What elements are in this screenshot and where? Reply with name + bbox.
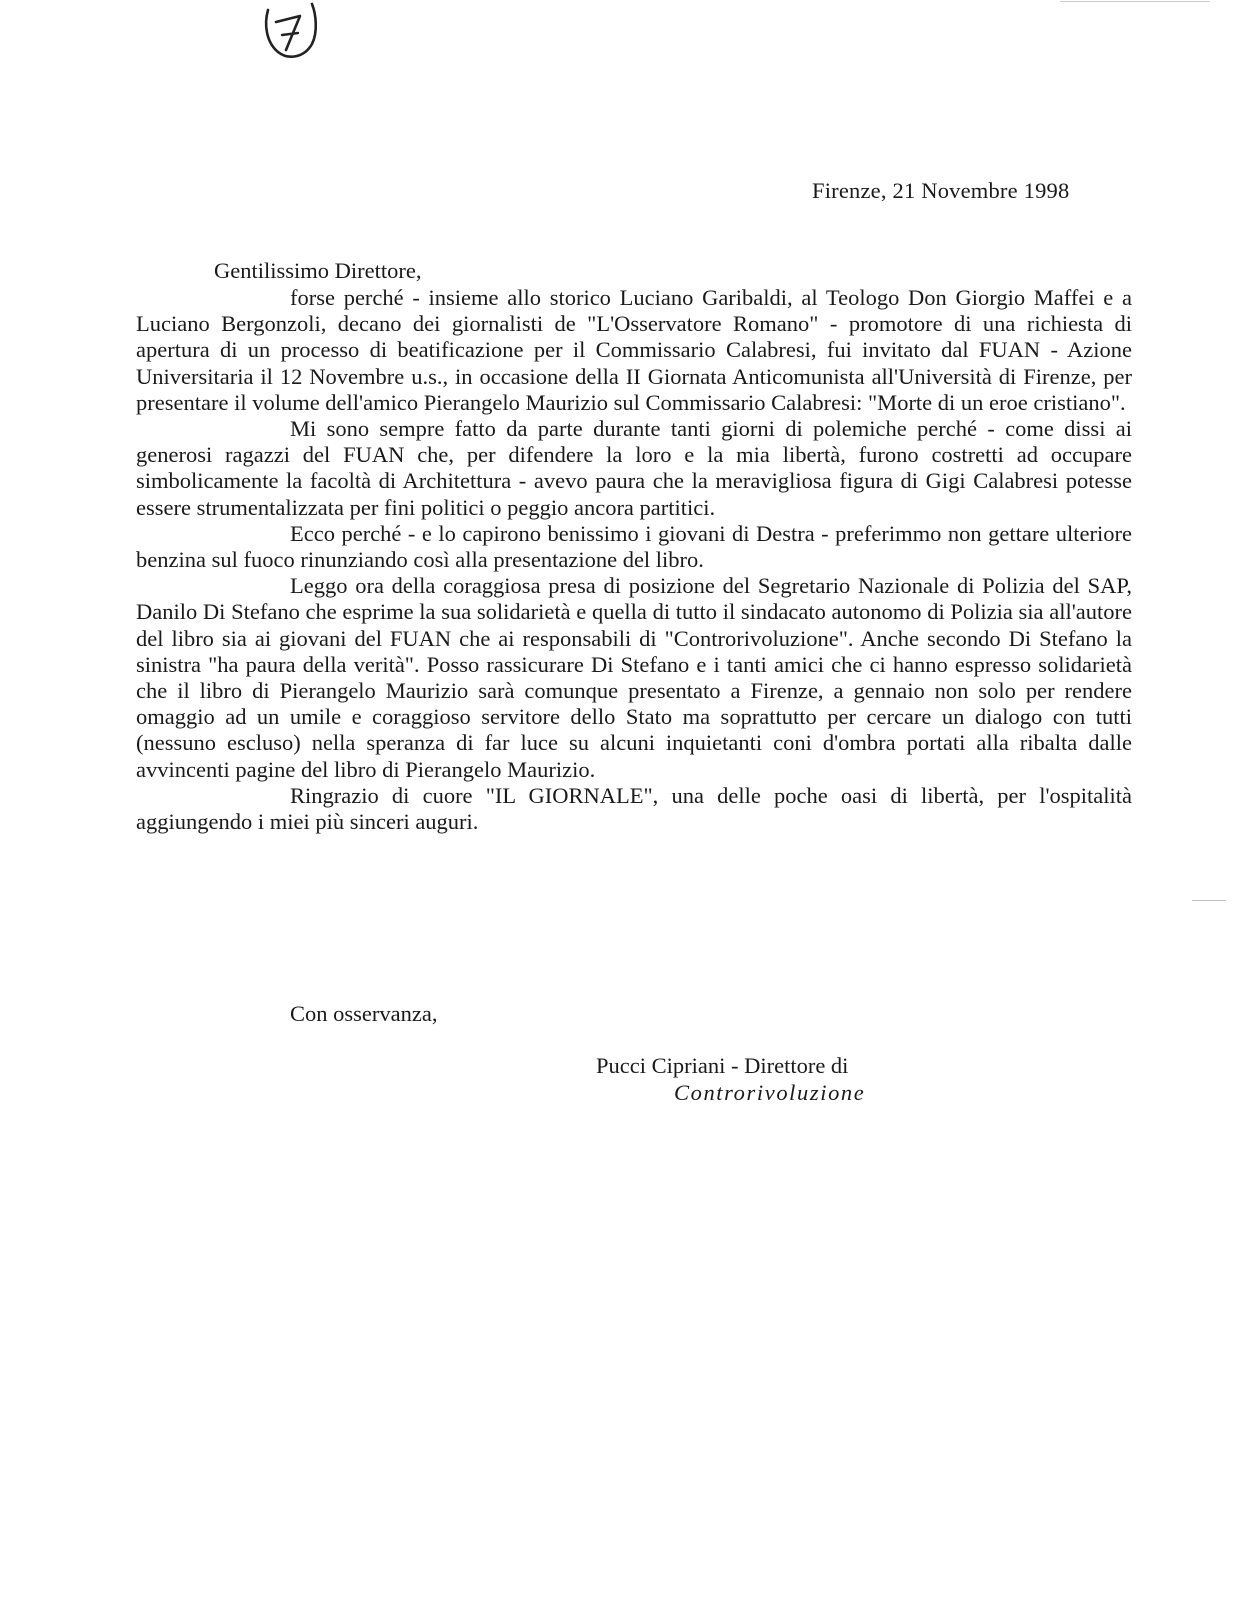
paragraph-4: Leggo ora della coraggiosa presa di posizione del Segretario Nazionale di Polizia del SAP, Danilo Di Stefano che esprime la sua solidarietà e quella di tutto il sindacato autonomo di Polizia sia all'autore del libro sia ai giovani del FUAN che ai responsabili di "Controrivoluzione". Anche secondo Di Stefano la sinistra "ha paura della verità". Posso rassicurare Di Stefano e i tanti amici che ci hanno espresso solidarietà che il libro di Pierangelo Maurizio sarà comunque presentato a Firenze, a gennaio non solo per rendere omaggio ad un umile e coraggioso servitore dello Stato ma soprattutto per cercare un dialogo con tutti (nessuno escluso) nella speranza di far luce su alcuni inquietanti coni d'ombra portati alla ribalta dalle avvincenti pagine del libro di Pierangelo Maurizio. xyxy=(136,573,1132,782)
page-mark-text: 7 xyxy=(262,2,263,3)
letter-date: Firenze, 21 Novembre 1998 xyxy=(812,178,1070,203)
letter-body xyxy=(136,285,1132,835)
paragraph-5: Ringrazio di cuore "IL GIORNALE", una delle poche oasi di libertà, per l'ospitalità aggiungendo i miei più sinceri auguri. xyxy=(136,782,1132,835)
handwritten-page-number-mark xyxy=(262,2,320,60)
scan-artifact-margin xyxy=(1192,900,1226,901)
letter-closing: Con osservanza, xyxy=(290,1001,438,1026)
scan-artifact-top xyxy=(1060,1,1210,2)
signature-publication: Controrivoluzione xyxy=(674,1080,866,1105)
signature-name: Pucci Cipriani - Direttore di xyxy=(596,1053,849,1078)
letter-salutation: Gentilissimo Direttore, xyxy=(214,258,422,283)
paragraph-2: Mi sono sempre fatto da parte durante tanti giorni di polemiche perché - come dissi ai generosi ragazzi del FUAN che, per difendere la loro e la mia libertà, furono costretti ad occupare simbolicamente la facoltà di Architettura - avevo paura che la meravigliosa figura di Gigi Calabresi potesse essere strumentalizzata per fini politici o peggio ancora partitici. xyxy=(136,416,1132,520)
paragraph-3: Ecco perché - e lo capirono benissimo i giovani di Destra - preferimmo non gettare ulteriore benzina sul fuoco rinunziando così alla presentazione del libro. xyxy=(136,520,1132,573)
paragraph-1: forse perché - insieme allo storico Luciano Garibaldi, al Teologo Don Giorgio Maffei e a Luciano Bergonzoli, decano dei giornalisti de "L'Osservatore Romano" - promotore di una richiesta di apertura di un processo di beatificazione per il Commissario Calabresi, fui invitato dal FUAN - Azione Universitaria il 12 Novembre u.s., in occasione della II Giornata Anticomunista all'Università di Firenze, per presentare il volume dell'amico Pierangelo Maurizio sul Commissario Calabresi: "Morte di un eroe cristiano". xyxy=(136,285,1132,415)
